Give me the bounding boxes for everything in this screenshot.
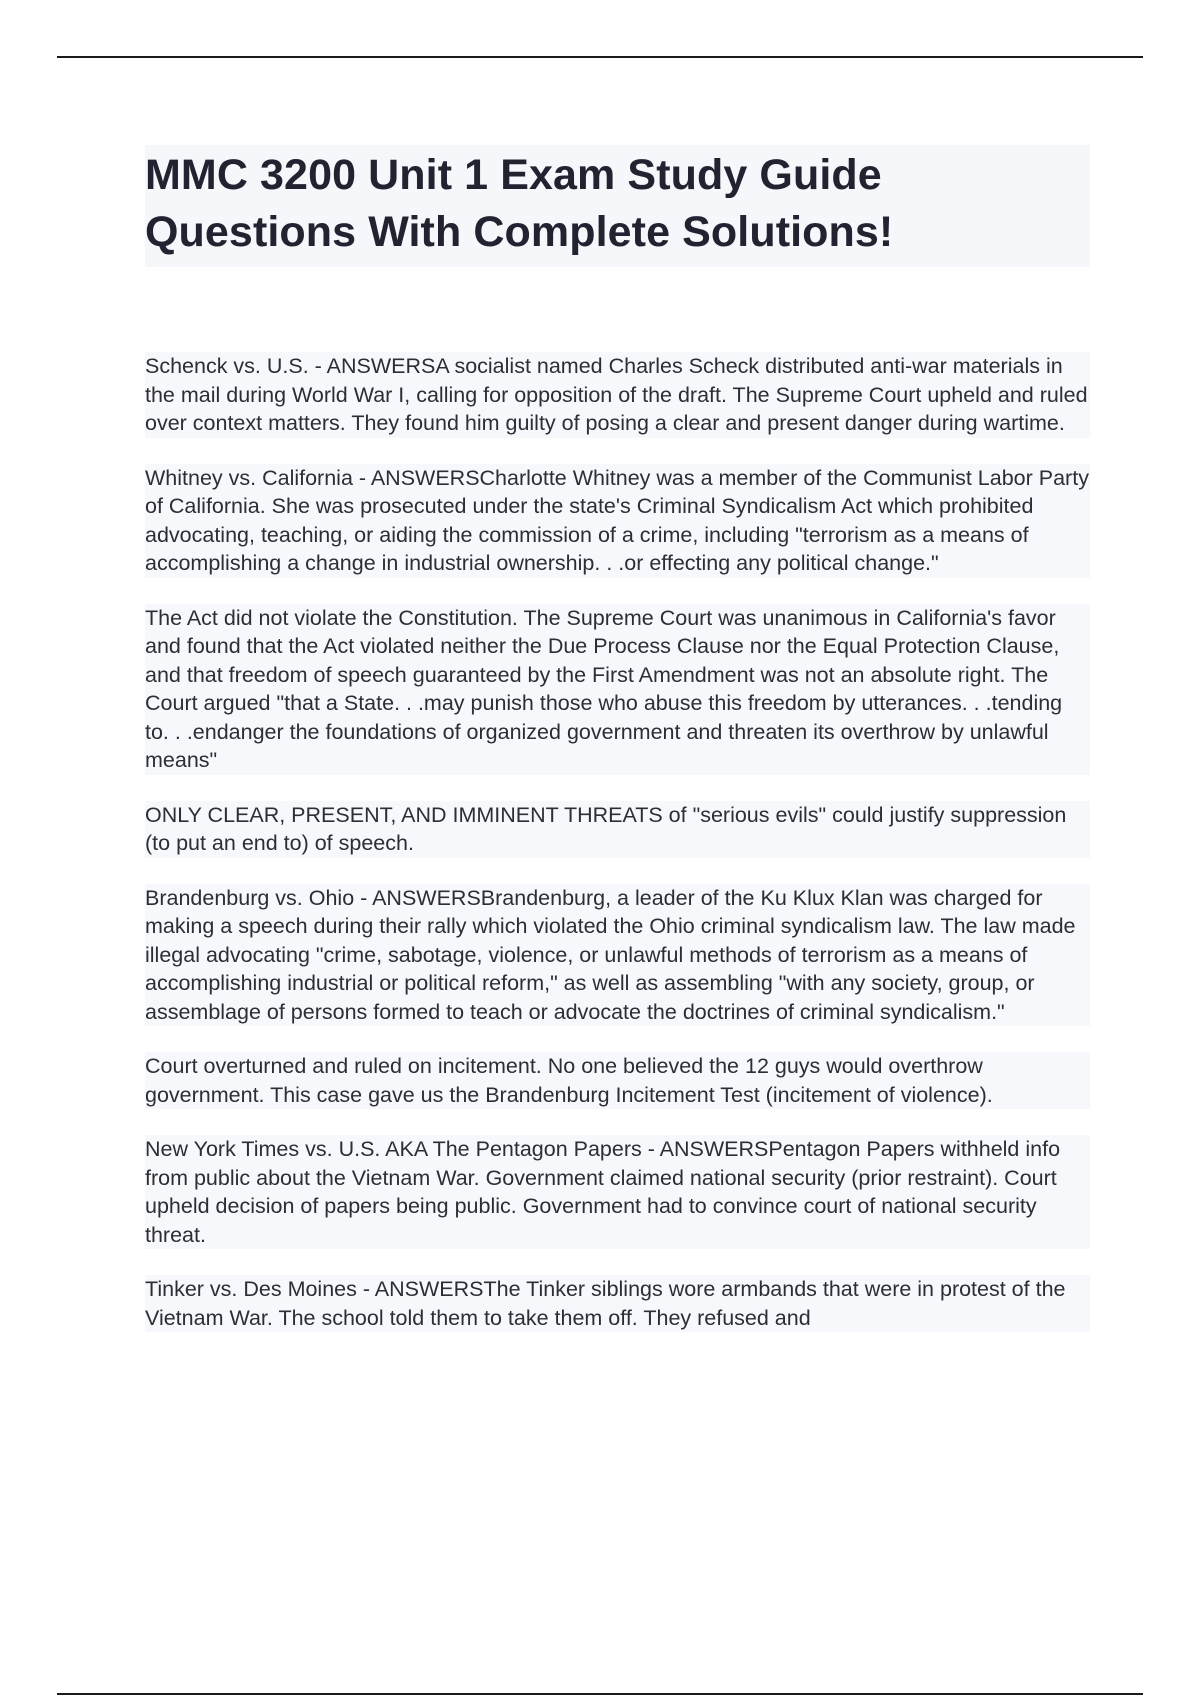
study-entries: [145, 352, 1090, 1332]
title-block: [145, 145, 1090, 267]
entry-pentagon-papers: New York Times vs. U.S. AKA The Pentagon Papers - ANSWERSPentagon Papers withheld info from public about the Vietnam War. Government claimed national security (prior restraint). Court upheld decision of papers being public. Government had to convince court of national security threat.: [145, 1135, 1090, 1249]
entry-whitney-ruling: The Act did not violate the Constitution. The Supreme Court was unanimous in California's favor and found that the Act violated neither the Due Process Clause nor the Equal Protection Clause, and that freedom of speech guaranteed by the First Amendment was not an absolute right. The Court argued "that a State. . .may punish those who abuse this freedom by utterances. . .tending to. . .endanger the foundations of organized government and threaten its overthrow by unlawful means": [145, 604, 1090, 775]
entry-whitney: Whitney vs. California - ANSWERSCharlotte Whitney was a member of the Communist Labor Party of California. She was prosecuted under the state's Criminal Syndicalism Act which prohibited advocating, teaching, or aiding the commission of a crime, including "terrorism as a means of accomplishing a change in industrial ownership. . .or effecting any political change.": [145, 464, 1090, 578]
document-body: [145, 145, 1090, 1358]
page-top-rule: [57, 56, 1143, 58]
entry-brandenburg-ruling: Court overturned and ruled on incitement. No one believed the 12 guys would overthrow government. This case gave us the Brandenburg Incitement Test (incitement of violence).: [145, 1052, 1090, 1109]
entry-schenck: Schenck vs. U.S. - ANSWERSA socialist named Charles Scheck distributed anti-war materials in the mail during World War I, calling for opposition of the draft. The Supreme Court upheld and ruled over context matters. They found him guilty of posing a clear and present danger during wartime.: [145, 352, 1090, 438]
entry-brandenburg: Brandenburg vs. Ohio - ANSWERSBrandenburg, a leader of the Ku Klux Klan was charged for making a speech during their rally which violated the Ohio criminal syndicalism law. The law made illegal advocating "crime, sabotage, violence, or unlawful methods of terrorism as a means of accomplishing industrial or political reform," as well as assembling "with any society, group, or assemblage of persons formed to teach or advocate the doctrines of criminal syndicalism.": [145, 884, 1090, 1027]
page-bottom-rule: [57, 1693, 1143, 1695]
entry-clear-present-threats: ONLY CLEAR, PRESENT, AND IMMINENT THREATS of "serious evils" could justify suppression (to put an end to) of speech.: [145, 801, 1090, 858]
entry-tinker: Tinker vs. Des Moines - ANSWERSThe Tinker siblings wore armbands that were in protest of the Vietnam War. The school told them to take them off. They refused and: [145, 1275, 1090, 1332]
document-title: MMC 3200 Unit 1 Exam Study Guide Questions With Complete Solutions!: [145, 151, 894, 256]
